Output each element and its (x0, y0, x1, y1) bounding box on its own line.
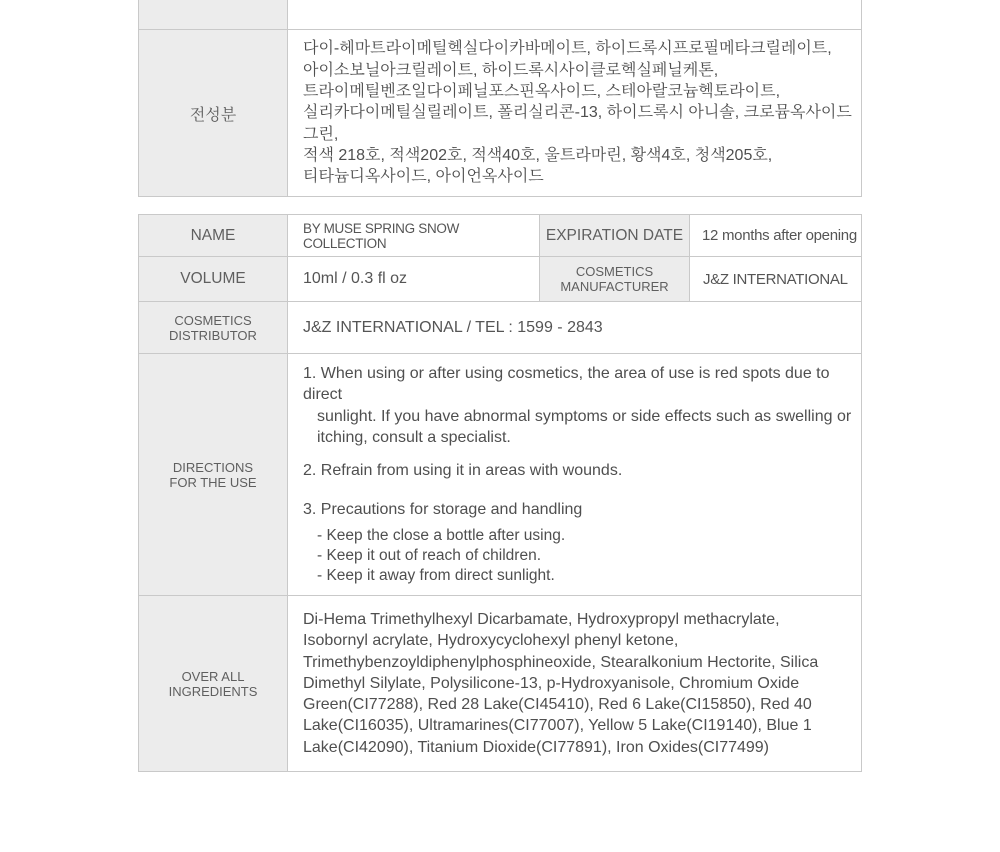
name-value-cell (288, 215, 540, 257)
storage-instruction: - Keep it out of reach of children. (317, 546, 542, 564)
name-value: BY MUSE SPRING SNOW COLLECTION (303, 220, 460, 251)
overall-ingredients-label-line: INGREDIENTS (168, 683, 258, 699)
volume-value-cell (288, 257, 540, 302)
overall-ingredients-label-line: OVER ALL (181, 668, 245, 684)
expiration-label-cell (540, 215, 690, 257)
direction-item-1-cont: sunlight. If you have abnormal symptoms or side effects such as swelling or (317, 407, 852, 425)
ingredients-kr-value-cell (288, 30, 862, 197)
ingredients-kr-line: 실리카다이메틸실릴레이트, 폴리실리콘-13, 하이드록시 아니솔, 크로뮴옥사이드그린, (303, 104, 852, 143)
distributor-label-cell (139, 302, 288, 354)
directions-label-cell (139, 354, 288, 596)
distributor-label-line: DISTRIBUTOR (169, 327, 257, 343)
ingredients-line: Di-Hema Trimethylhexyl Dicarbamate, Hydroxypropyl methacrylate, (303, 610, 780, 628)
manufacturer-label-cell (540, 257, 690, 302)
manufacturer-value: J&Z INTERNATIONAL (703, 270, 848, 288)
ingredients-line: Lake(CI16035), Ultramarines(CI77007), Yellow 5 Lake(CI19140), Blue 1 (303, 717, 812, 735)
directions-value-cell (288, 354, 862, 596)
ingredients-kr-label-cell (139, 30, 288, 197)
cut-text (303, 0, 861, 1)
ingredients-line: Green(CI77288), Red 28 Lake(CI45410), Red 6 Lake(CI15850), Red 40 (303, 696, 812, 714)
volume-label-cell (139, 257, 288, 302)
manufacturer-value-cell (690, 257, 862, 302)
direction-item-1-cont: itching, consult a specialist. (317, 429, 511, 446)
manufacturer-label-line: COSMETICS (575, 264, 654, 279)
name-label-cell (139, 215, 288, 257)
distributor-value: J&Z INTERNATIONAL / TEL : 1599 - 2843 (303, 318, 603, 336)
volume-value: 10ml / 0.3 fl oz (303, 270, 408, 287)
storage-instruction: - Keep the close a bottle after using. (317, 526, 566, 544)
distributor-value-cell (288, 302, 862, 354)
direction-item-3: 3. Precautions for storage and handling (303, 500, 583, 518)
direction-item-2: 2. Refrain from using it in areas with wounds. (303, 462, 623, 480)
directions-label-line: DIRECTIONS (172, 459, 254, 475)
ingredients-kr-line: 아이소보닐아크릴레이트, 하이드록시사이클로헥실페닐케톤, (303, 61, 719, 79)
expiration-value-cell (690, 215, 862, 257)
ingredients-kr-line: 트라이메틸벤조일다이페닐포스핀옥사이드, 스테아랄코늄헥토라이트, (303, 83, 781, 101)
product-info-table (138, 214, 862, 772)
ingredients-line: Dimethyl Silylate, Polysilicone-13, p-Hydroxyanisole, Chromium Oxide (303, 674, 800, 692)
cut-value-cell (288, 0, 862, 30)
distributor-label-line: COSMETICS (174, 312, 252, 328)
ingredients-kr-line: 적색 218호, 적색202호, 적색40호, 울트라마린, 황색4호, 청색205호, (303, 146, 773, 164)
name-label: NAME (190, 226, 236, 244)
expiration-label: EXPIRATION DATE (545, 226, 684, 244)
manufacturer-label-line: MANUFACTURER (560, 279, 669, 294)
ingredients-line: Trimethybenzoyldiphenylphosphineoxide, Stearalkonium Hectorite, Silica (303, 653, 819, 671)
ingredients-kr-line: 티타늄디옥사이드, 아이언옥사이드 (303, 168, 544, 186)
ingredients-kr-line: 다이-헤마트라이메틸헥실다이카바메이트, 하이드록시프로필메타크릴레이트, (303, 40, 832, 58)
cut-label-cell (139, 0, 288, 30)
ingredients-line: Lake(CI42090), Titanium Dioxide(CI77891), Iron Oxides(CI77499) (303, 738, 770, 756)
volume-label: VOLUME (180, 270, 246, 287)
directions-label-line: FOR THE USE (169, 474, 257, 490)
overall-ingredients-value-cell (288, 596, 862, 772)
ingredients-line: Isobornyl acrylate, Hydroxycyclohexyl phenyl ketone, (303, 632, 679, 650)
overall-ingredients-label-cell (139, 596, 288, 772)
korean-info-table (138, 0, 862, 197)
storage-instruction: - Keep it away from direct sunlight. (317, 566, 555, 584)
expiration-value: 12 months after opening (702, 227, 857, 244)
ingredients-kr-label: 전성분 (189, 106, 237, 124)
direction-item-1: 1. When using or after using cosmetics, the area of use is red spots due to direct (303, 365, 830, 404)
